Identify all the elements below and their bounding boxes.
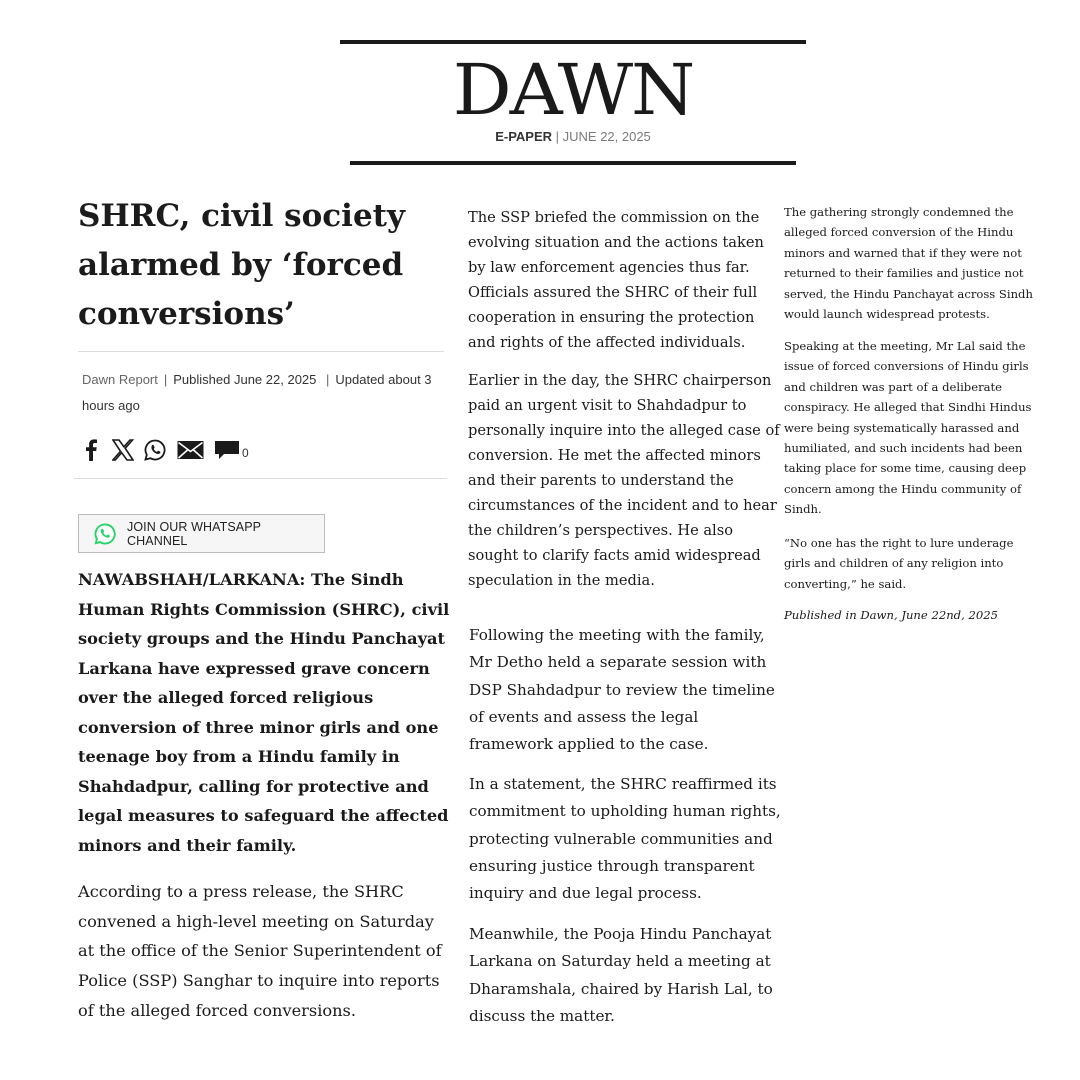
article-paragraph: In a statement, the SHRC reaffirmed its commitment to upholding human rights, protecting vulnerable communities and ensuring justice through transparent inquiry and due legal process.: [469, 775, 781, 903]
published-date: Published June 22, 2025: [173, 372, 317, 387]
share-bar: [80, 436, 249, 464]
article-meta: Dawn Report | Published June 22, 2025 | Updated about 3 hours ago: [82, 372, 432, 413]
article-paragraph: Meanwhile, the Pooja Hindu Panchayat Larkana on Saturday held a meeting at Dharamshala, chaired by Harish Lal, to discuss the matter.: [469, 925, 773, 1025]
article-paragraph: “No one has the right to lure underage girls and children of any religion into converting,” he said.: [784, 536, 1014, 591]
email-icon[interactable]: [176, 439, 204, 461]
divider: [78, 351, 444, 352]
join-whatsapp-channel-button[interactable]: [78, 514, 325, 553]
publication-footer: Published in Dawn, June 22nd, 2025: [784, 608, 998, 622]
comment-icon[interactable]: [214, 439, 240, 461]
whatsapp-icon[interactable]: [144, 439, 166, 461]
article-paragraph: According to a press release, the SHRC convened a high-level meeting on Saturday at the office of the Senior Superintendent of Police (SSP) Sanghar to inquire into reports of the alleged forced conversions.: [78, 882, 442, 1020]
article-paragraph: Speaking at the meeting, Mr Lal said the issue of forced conversions of Hindu girls and children was part of a deliberate conspiracy. He alleged that Sindhi Hindus were being systematically harassed and humiliated, and such incidents had been taking place for some time, causing deep concern among the Hindu community of Sindh.: [784, 339, 1032, 517]
article-headline: SHRC, civil society alarmed by ‘forced conversions’: [78, 198, 405, 332]
masthead-top-rule: [340, 40, 806, 44]
edition-line: [340, 129, 806, 144]
facebook-icon[interactable]: [80, 439, 102, 461]
comment-count: 0: [242, 446, 249, 460]
dawn-logo: DAWN: [452, 49, 694, 131]
divider: [74, 478, 447, 479]
article-paragraph: The SSP briefed the commission on the evolving situation and the actions taken by law enforcement agencies thus far. Officials assured the SHRC of their full cooperation in ensuring the protection and rights of the affected individuals.: [468, 209, 764, 351]
edition-label: E-PAPER: [495, 129, 553, 144]
author-link[interactable]: Dawn Report: [82, 372, 158, 387]
edition-date: | JUNE 22, 2025: [555, 129, 651, 144]
article-paragraph: The gathering strongly condemned the alleged forced conversion of the Hindu minors and warned that if they were not returned to their families and justice not served, the Hindu Panchayat across Sindh would launch widespread protests.: [784, 205, 1033, 322]
article-paragraph: Following the meeting with the family, Mr Detho held a separate session with DSP Shahdadpur to review the timeline of events and assess the legal framework applied to the case.: [469, 626, 775, 754]
whatsapp-logo-icon: [93, 522, 117, 546]
x-icon[interactable]: [112, 439, 134, 461]
updated-time: Updated about 3 hours ago: [82, 372, 432, 413]
whatsapp-button-label: JOIN OUR WHATSAPP CHANNEL: [127, 519, 261, 548]
article-lede: NAWABSHAH/LARKANA: The Sindh Human Rights Commission (SHRC), civil society groups and the Hindu Panchayat Larkana have expressed grave concern over the alleged forced religious conversion of three minor girls and one teenage boy from a Hindu family in Shahdadpur, calling for protective and legal measures to safeguard the affected minors and their family.: [78, 570, 450, 855]
article-paragraph: Earlier in the day, the SHRC chairperson paid an urgent visit to Shahdadpur to personally inquire into the alleged case of conversion. He met the affected minors and their parents to understand the circumstances of the incident and to hear the children’s perspectives. He also sought to clarify facts amid widespread speculation in the media.: [468, 372, 780, 589]
masthead-bottom-rule: [350, 161, 796, 165]
